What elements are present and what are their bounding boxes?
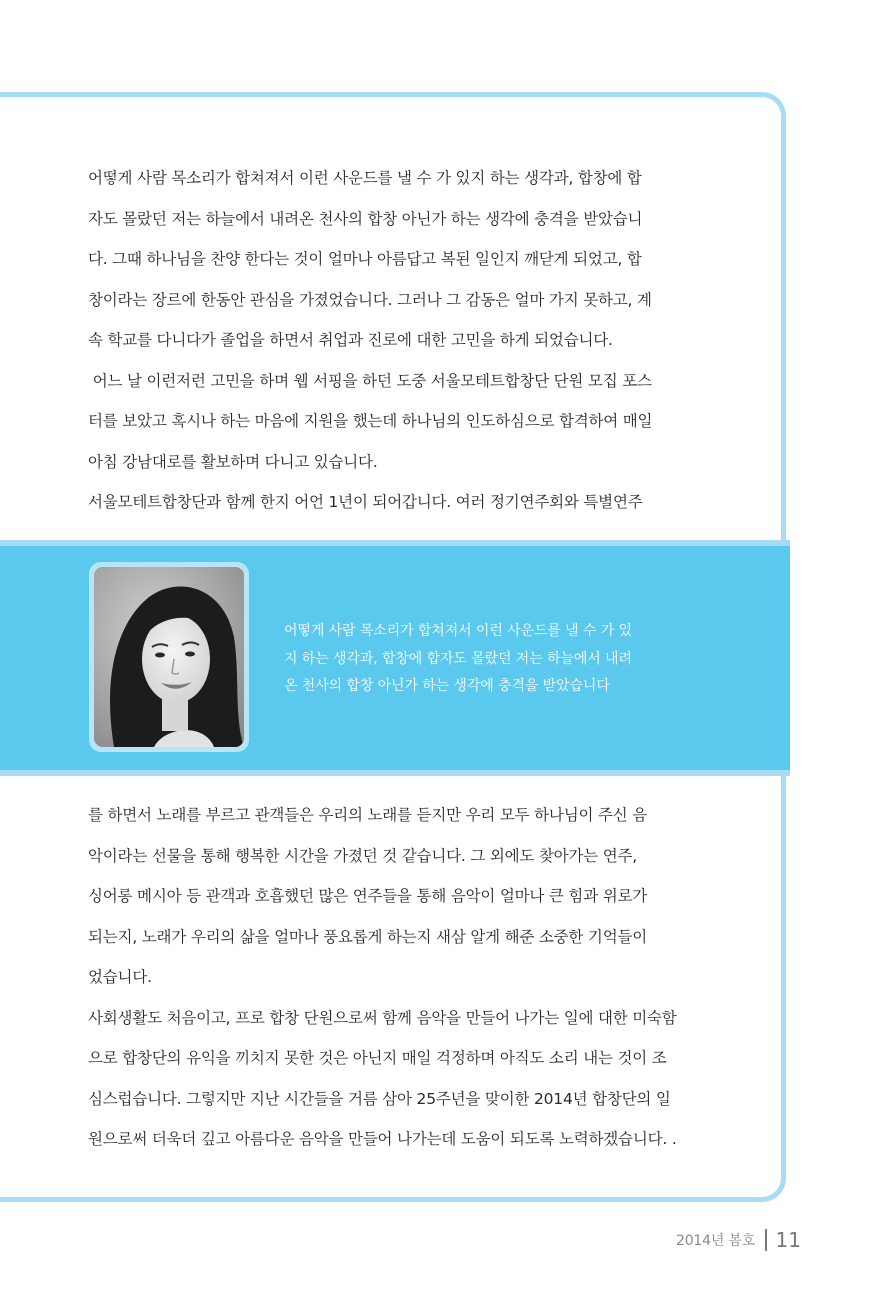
body-line: 심스럽습니다. 그렇지만 지난 시간들을 거름 삼아 25주년을 맞이한 2014년 합창단의 일 (88, 1089, 671, 1108)
article-body-top (88, 158, 663, 523)
body-line: 되는지, 노래가 우리의 삶을 얼마나 풍요롭게 하는지 새삼 알게 해준 소중한 기억들이 (88, 927, 648, 946)
pullquote-line: 지 하는 생각과, 합창에 합자도 몰랐던 저는 하늘에서 내려 (284, 650, 632, 667)
body-line: 창이라는 장르에 한동안 관심을 가졌었습니다. 그러나 그 감동은 얼마 가지 못하고, 계 (88, 290, 652, 309)
body-line: 어떻게 사람 목소리가 합쳐져서 이런 사운드를 낼 수 가 있지 하는 생각과, 합창에 합 (88, 169, 642, 187)
pullquote-band (0, 540, 885, 778)
body-line: 다. 그때 하나님을 찬양 한다는 것이 얼마나 아름답고 복된 일인지 깨닫게 되었고, 합 (88, 250, 642, 268)
body-line: 었습니다. (88, 968, 152, 986)
body-line: 속 학교를 다니다가 졸업을 하면서 취업과 진로에 대한 고민을 하게 되었습니다. (88, 331, 613, 349)
body-line: 터를 보았고 혹시나 하는 마음에 지원을 했는데 하나님의 인도하심으로 합격하여 매일 (88, 412, 653, 430)
portrait-photo (94, 567, 244, 747)
pullquote-line: 온 천사의 합창 아닌가 하는 생각에 충격을 받았습니다 (284, 678, 610, 694)
pullquote-line: 어떻게 사람 목소리가 합쳐져서 이런 사운드를 낼 수 가 있 (284, 623, 632, 639)
body-line: 자도 몰랐던 저는 하늘에서 내려온 천사의 합창 아닌가 하는 생각에 충격을 받았습니 (88, 209, 643, 228)
body-line: 어느 날 이런저런 고민을 하며 웹 서핑을 하던 도중 서울모테트합창단 단원 모집 포스 (88, 371, 652, 390)
portrait-frame (89, 562, 249, 752)
footer-divider (765, 1229, 767, 1251)
page-footer (676, 1228, 801, 1252)
body-line: 사회생활도 처음이고, 프로 합창 단원으로써 함께 음악을 만들어 나가는 일에 대한 미숙함 (88, 1008, 677, 1027)
pullquote (284, 618, 664, 701)
band-stripe-bottom (0, 770, 790, 776)
page-number: 11 (775, 1228, 801, 1252)
body-line: 악이라는 선물을 통해 행복한 시간을 가졌던 것 같습니다. 그 외에도 찾아가는 연주, (88, 846, 637, 865)
body-line: 원으로써 더욱더 깊고 아름다운 음악을 만들어 나가는데 도움이 되도록 노력하겠습니다. . (88, 1130, 677, 1148)
body-line: 를 하면서 노래를 부르고 관객들은 우리의 노래를 듣지만 우리 모두 하나님이 주신 음 (88, 806, 648, 824)
body-line: 서울모테트합창단과 함께 한지 어언 1년이 되어갑니다. 여러 정기연주회와 특별연주 (88, 493, 643, 511)
issue-label: 2014년 봄호 (675, 1233, 756, 1249)
article-body-bottom (88, 795, 677, 1160)
body-line: 싱어롱 메시아 등 관객과 호흡했던 많은 연주들을 통해 음악이 얼마나 큰 힘과 위로가 (88, 887, 648, 905)
body-line: 으로 합창단의 유익을 끼치지 못한 것은 아닌지 매일 걱정하며 아직도 소리 내는 것이 조 (88, 1049, 667, 1067)
body-line: 아침 강남대로를 활보하며 다니고 있습니다. (88, 452, 378, 471)
